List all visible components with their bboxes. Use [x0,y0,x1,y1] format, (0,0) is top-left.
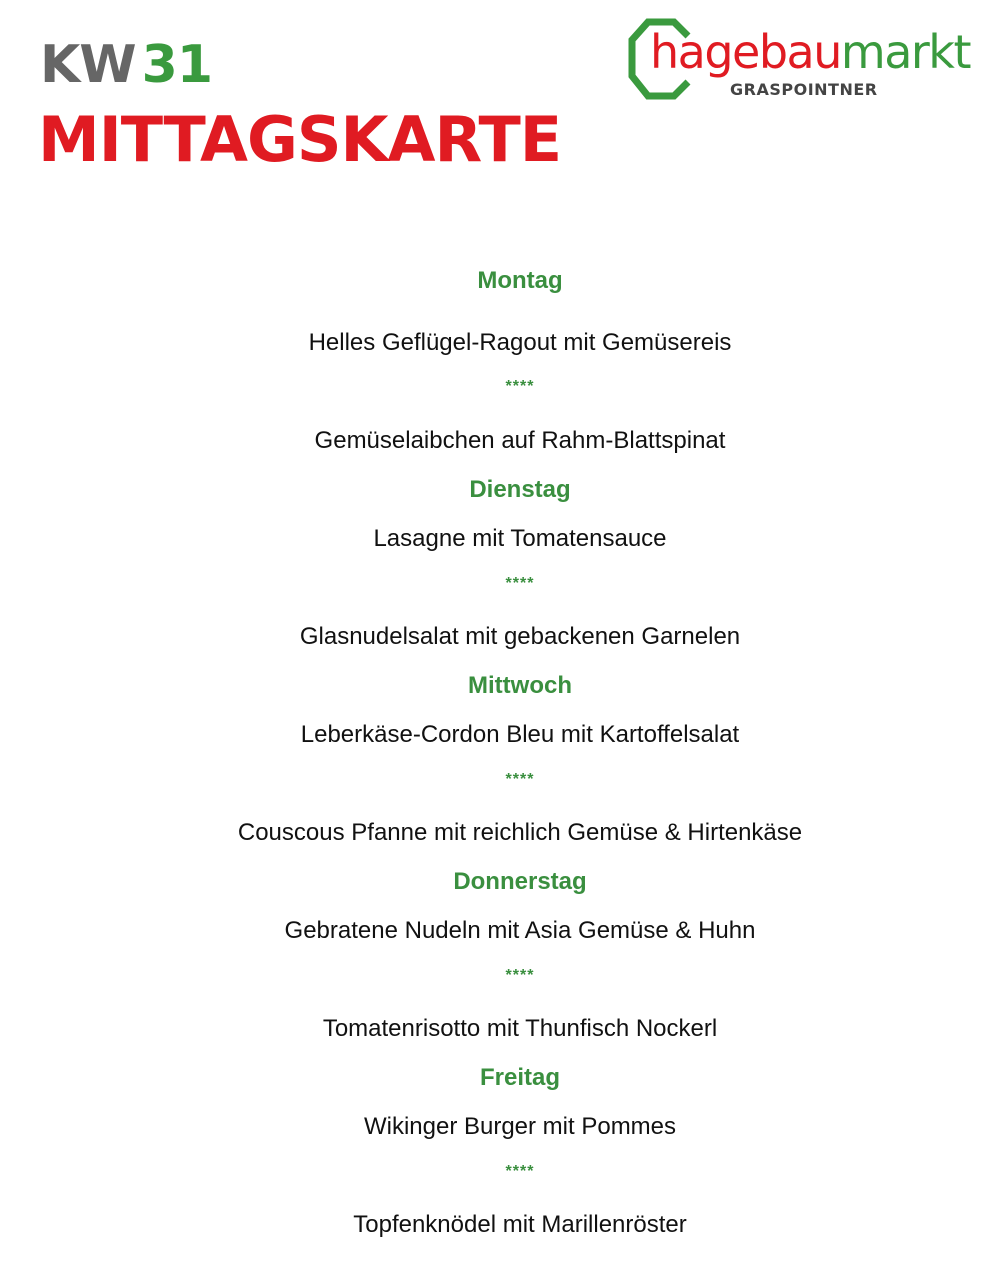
dish-item: Glasnudelsalat mit gebackenen Garnelen [299,623,741,650]
dish-item: Leberkäse-Cordon Bleu mit Kartoffelsalat [300,721,740,748]
day-heading-mittwoch: Mittwoch [468,672,572,699]
dish-item: Gebratene Nudeln mit Asia Gemüse & Huhn [284,917,756,944]
page-title: MITTAGSKARTE [38,103,562,176]
separator: **** [505,575,535,592]
dish-item: Topfenknödel mit Marillenröster [353,1211,687,1238]
dish-item: Wikinger Burger mit Pommes [363,1113,677,1140]
day-heading-freitag: Freitag [479,1064,560,1091]
calendar-week-number: 31 [141,35,213,95]
day-heading-donnerstag: Donnerstag [453,868,587,895]
dish-item: Helles Geflügel-Ragout mit Gemüsereis [308,329,732,356]
separator: **** [505,378,535,395]
dish-item: Lasagne mit Tomatensauce [373,525,667,552]
logo-brand-part1: hagebau [650,25,841,79]
calendar-week-label: KW [40,35,136,95]
logo-brand-part2: markt [840,25,970,79]
separator: **** [505,1163,535,1180]
dish-item: Tomatenrisotto mit Thunfisch Nockerl [322,1015,718,1042]
separator: **** [505,771,535,788]
separator: **** [505,967,535,984]
dish-item: Gemüselaibchen auf Rahm-Blattspinat [314,427,726,454]
day-heading-dienstag: Dienstag [469,476,571,503]
logo-subtitle: GRASPOINTNER [730,80,878,99]
dish-item: Couscous Pfanne mit reichlich Gemüse & Hirtenkäse [237,819,803,846]
day-heading-montag: Montag [477,267,563,294]
